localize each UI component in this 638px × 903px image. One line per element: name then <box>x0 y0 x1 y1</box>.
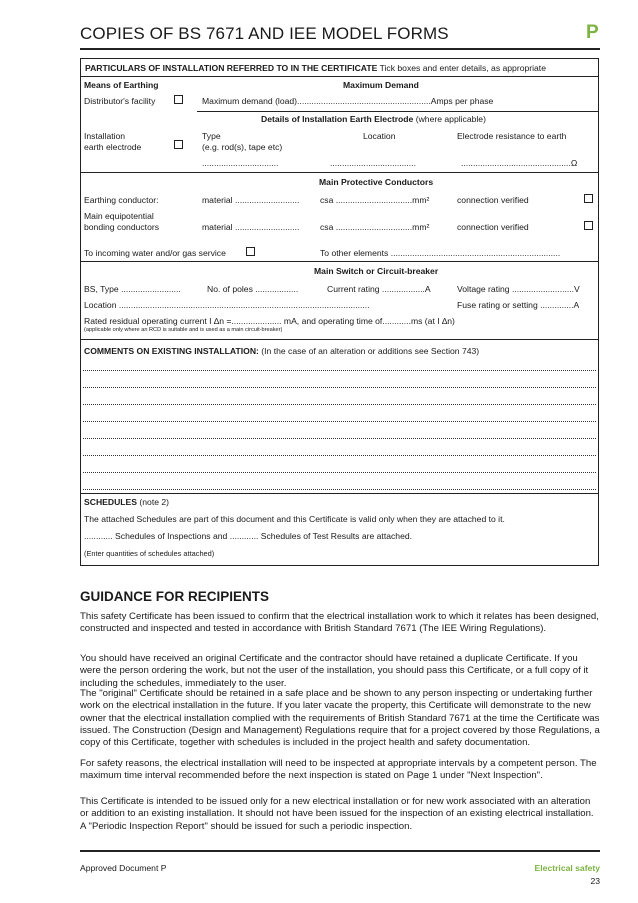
comment-line[interactable] <box>83 387 596 388</box>
comments-heading-row <box>84 346 479 357</box>
guidance-paragraph: You should have received an original Certificate and the contractor should have retained a duplicate Certificate. If you were the person ordering the work, but not the user of the installation, you should pass this Certificate, or a full copy of it including the schedules, immediately to the user. <box>80 653 589 689</box>
rcd-note: (applicable only where an RCD is suitable and is used as a main circuit-breaker) <box>84 327 283 333</box>
main-protective-conductors-heading: Main Protective Conductors <box>319 177 434 187</box>
bonding-conductors-label: bonding conductors <box>84 222 160 232</box>
electrode-details-heading-row <box>261 114 486 125</box>
installation-label: Installation <box>84 131 126 141</box>
bonding-csa-field[interactable]: csa ................................mm² <box>320 222 430 232</box>
schedules-heading-row <box>84 497 169 508</box>
divider <box>81 76 598 77</box>
comments-heading: COMMENTS ON EXISTING INSTALLATION: <box>84 346 259 356</box>
earth-electrode-checkbox[interactable] <box>174 140 183 149</box>
guidance-paragraph: This Certificate is intended to be issued only for a new electrical installation or for new work associated with an alteration or addition to an existing installation. It should not have been issued for the inspection of an existing electrical installation. A "Periodic Inspection Report" should be issued for such a periodic inspection. <box>80 796 594 832</box>
bs-type-field[interactable]: BS, Type ......................... <box>84 284 181 294</box>
earthing-conductor-label: Earthing conductor: <box>84 195 159 205</box>
comment-line[interactable] <box>83 455 596 456</box>
connection-verified-label: connection verified <box>457 222 529 232</box>
schedules-note: (note 2) <box>139 497 170 507</box>
location-field[interactable]: Location ......................................................................................................... <box>84 300 370 310</box>
no-of-poles-field[interactable]: No. of poles .................. <box>207 284 299 294</box>
page-header-letter: P <box>586 22 599 43</box>
comment-line[interactable] <box>83 489 596 490</box>
maximum-demand-label: Maximum Demand <box>343 80 419 90</box>
divider <box>81 339 598 340</box>
guidance-paragraph: For safety reasons, the electrical installation will need to be inspected at appropriate intervals by a competent person. The maximum time interval recommended before the next inspection is stated on Page 1 under "Next Inspection". <box>80 758 597 782</box>
incoming-water-gas-checkbox[interactable] <box>246 247 255 256</box>
location-label: Location <box>363 131 396 141</box>
comment-line[interactable] <box>83 438 596 439</box>
header-rule <box>80 48 600 50</box>
footer-section-title: Electrical safety <box>534 863 600 873</box>
earth-electrode-label: earth electrode <box>84 142 142 152</box>
footer-rule <box>80 850 600 852</box>
schedules-enter-note: (Enter quantities of schedules attached) <box>84 549 215 558</box>
type-label: Type <box>202 131 221 141</box>
guidance-heading: GUIDANCE FOR RECIPIENTS <box>80 589 270 604</box>
divider <box>81 261 598 262</box>
comment-line[interactable] <box>83 472 596 473</box>
earthing-connection-verified-checkbox[interactable] <box>584 194 593 203</box>
electrode-details-note: (where applicable) <box>415 114 486 124</box>
main-switch-heading: Main Switch or Circuit-breaker <box>314 266 439 276</box>
installation-form <box>80 58 599 566</box>
voltage-rating-field[interactable]: Voltage rating ..........................V <box>457 284 580 294</box>
page-number: 23 <box>590 876 600 886</box>
earthing-csa-field[interactable]: csa ................................mm² <box>320 195 430 205</box>
guidance-paragraph: The "original" Certificate should be retained in a safe place and be shown to any person inspecting or undertaking further work on the electrical installation in the future. If you later vacate the property, this Certificate will demonstrate to the new owner that the electrical installation complied with the requirements of British Standard 7671 at the time the Certificate was issued. The Construction (Design and Management) Regulations require that for a project covered by those Regulations, a copy of this Certificate, together with schedules is included in the project health and safety documentation. <box>80 688 600 749</box>
type-field[interactable]: ................................ <box>202 158 279 168</box>
main-equipotential-label: Main equipotential <box>84 211 154 221</box>
comments-note: (In the case of an alteration or additions see Section 743) <box>261 346 480 356</box>
means-of-earthing-label: Means of Earthing <box>84 80 159 90</box>
bonding-connection-verified-checkbox[interactable] <box>584 221 593 230</box>
location-field[interactable]: .................................... <box>330 158 416 168</box>
page-header-title: COPIES OF BS 7671 AND IEE MODEL FORMS <box>80 24 449 43</box>
footer-document-title: Approved Document P <box>80 863 167 873</box>
comment-line[interactable] <box>83 421 596 422</box>
other-elements-field[interactable]: To other elements ....................................................................... <box>320 248 561 258</box>
bonding-material-field[interactable]: material ........................... <box>202 222 300 232</box>
schedules-heading: SCHEDULES <box>84 497 138 507</box>
particulars-heading-row <box>85 63 546 74</box>
fuse-rating-field[interactable]: Fuse rating or setting ..............A <box>457 300 580 310</box>
divider <box>197 111 599 112</box>
divider <box>81 172 598 173</box>
maximum-demand-load-field[interactable]: Maximum demand (load)........................................................Amps per phase <box>202 96 494 106</box>
distributors-facility-label: Distributor's facility <box>84 96 156 106</box>
connection-verified-label: connection verified <box>457 195 529 205</box>
comment-line[interactable] <box>83 370 596 371</box>
particulars-note: Tick boxes and enter details, as appropriate <box>379 63 546 73</box>
particulars-heading: PARTICULARS OF INSTALLATION REFERRED TO IN THE CERTIFICATE <box>85 63 378 73</box>
electrode-resistance-field[interactable]: ..............................................Ω <box>461 158 578 168</box>
guidance-paragraph: This safety Certificate has been issued to confirm that the electrical installation work to which it relates has been designed, constructed and inspected and tested in accordance with British Standard 7671 (The IEE Wiring Regulations). <box>80 611 599 635</box>
electrode-resistance-label: Electrode resistance to earth <box>457 131 567 141</box>
type-example: (e.g. rod(s), tape etc) <box>202 142 283 152</box>
comment-line[interactable] <box>83 404 596 405</box>
divider <box>81 493 598 494</box>
current-rating-field[interactable]: Current rating ..................A <box>327 284 431 294</box>
electrode-details-heading: Details of Installation Earth Electrode <box>261 114 414 124</box>
distributors-facility-checkbox[interactable] <box>174 95 183 104</box>
incoming-water-gas-label: To incoming water and/or gas service <box>84 248 226 258</box>
schedules-text: The attached Schedules are part of this document and this Certificate is valid only when they are attached to it. <box>84 514 505 524</box>
earthing-material-field[interactable]: material ........................... <box>202 195 300 205</box>
schedules-quantities-field[interactable]: ............ Schedules of Inspections and ............ Schedules of Test Results are attached. <box>84 531 413 541</box>
rcd-field[interactable]: Rated residual operating current I ∆n =..................... mA, and operating time of............ms (at I ∆n) <box>84 316 455 326</box>
